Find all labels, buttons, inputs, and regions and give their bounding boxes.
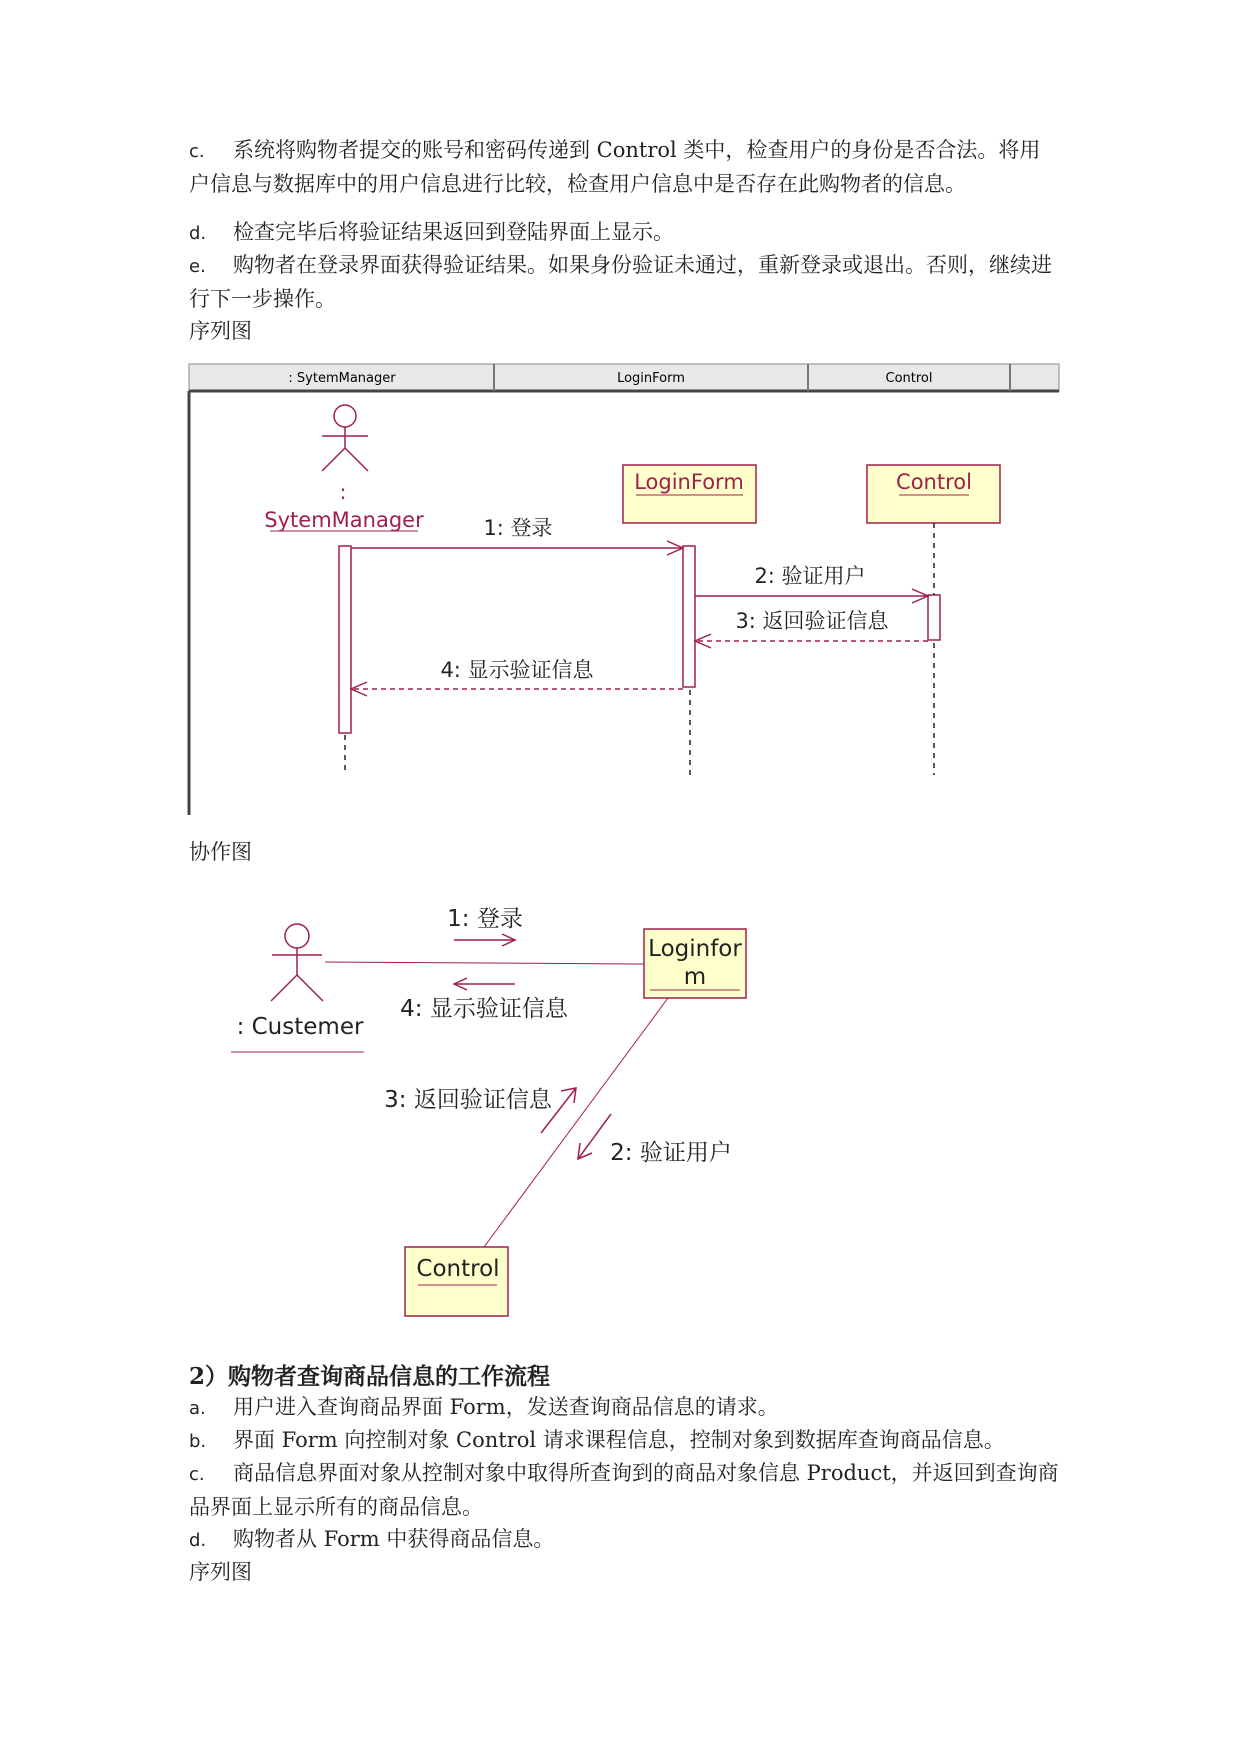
step-text: 商品信息界面对象从控制对象中取得所查询到的商品对象信息 Product，并返回到查询商品界面上显示所有的商品信息。 (189, 1461, 1059, 1519)
seq-header-col: Control (885, 371, 933, 386)
step-text: 购物者在登录界面获得验证结果。如果身份验证未通过，重新登录或退出。否则，继续进行下一步操作。 (189, 253, 1052, 311)
step-marker: e. (189, 256, 206, 277)
step-marker: c. (189, 1464, 205, 1485)
collab-loginform-line2: m (683, 964, 707, 990)
seq-header-col: : SytemManager (288, 371, 396, 386)
step-text: 购物者从 Form 中获得商品信息。 (233, 1527, 555, 1551)
seq-caption: 序列图 (189, 319, 252, 343)
s2-seq-caption: 序列图 (189, 1560, 252, 1584)
msg-4-label: 4: 显示验证信息 (440, 658, 594, 682)
seq-header-col: LoginForm (617, 371, 685, 386)
step-marker: d. (189, 223, 207, 244)
step-text: 用户进入查询商品界面 Form，发送查询商品信息的请求。 (233, 1395, 779, 1419)
collab-msg-1-label: 1: 登录 (447, 906, 523, 932)
step-marker: a. (189, 1398, 206, 1419)
link-actor-loginform (325, 962, 644, 964)
collab-msg-2-label: 2: 验证用户 (610, 1140, 732, 1166)
s2-step-a (189, 1391, 1059, 1425)
step-text: 系统将购物者提交的账号和密码传递到 Control 类中，检查用户的身份是否合法。将用户信息与数据库中的用户信息进行比较，检查用户信息中是否存在此购物者的信息。 (189, 138, 1041, 196)
step-text: 检查完毕后将验证结果返回到登陆界面上显示。 (233, 220, 674, 244)
collab-msg-4-label: 4: 显示验证信息 (400, 996, 568, 1022)
actor-label-top: : (339, 480, 347, 504)
collab-actor-icon (271, 924, 323, 1001)
step-marker: b. (189, 1431, 207, 1452)
link-loginform-control (484, 998, 668, 1247)
collab-caption: 协作图 (189, 840, 252, 864)
msg-2-label: 2: 验证用户 (754, 564, 866, 588)
msg-3-label: 3: 返回验证信息 (735, 609, 889, 633)
collab-actor-label: : Custemer (236, 1014, 364, 1040)
step-marker: c. (189, 141, 205, 162)
section-2-heading: 2）购物者查询商品信息的工作流程 (189, 1363, 551, 1390)
collab-loginform-line1: Loginfor (648, 936, 742, 962)
collab-control-label: Control (416, 1256, 500, 1282)
loginform-label: LoginForm (634, 470, 744, 494)
s2-step-d (189, 1523, 1059, 1557)
step-text: 界面 Form 向控制对象 Control 请求课程信息，控制对象到数据库查询商品信息。 (233, 1428, 1005, 1452)
step-marker: d. (189, 1530, 207, 1551)
control-label: Control (896, 470, 972, 494)
s2-step-b (189, 1424, 1059, 1458)
collab-msg-3-label: 3: 返回验证信息 (384, 1087, 552, 1113)
actor-label: SytemManager (264, 508, 424, 532)
s2-step-c (189, 1457, 1059, 1524)
msg-1-label: 1: 登录 (483, 516, 553, 540)
